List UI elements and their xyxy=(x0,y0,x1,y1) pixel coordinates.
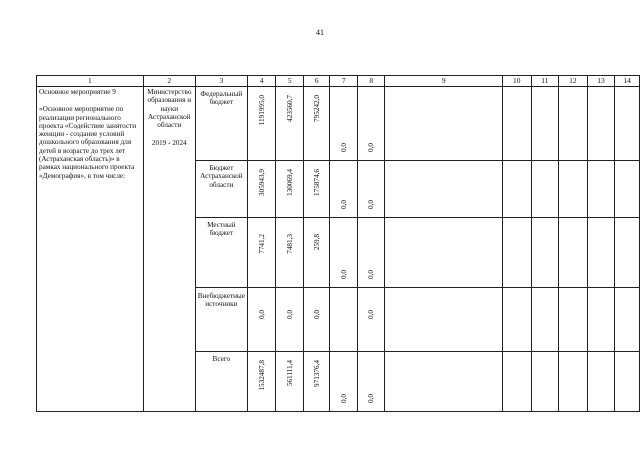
col-header-10: 10 xyxy=(503,76,532,87)
value-cell: 130069,4 xyxy=(285,169,294,196)
col-header-9: 9 xyxy=(385,76,503,87)
col-header-12: 12 xyxy=(559,76,588,87)
col-header-2: 2 xyxy=(143,76,195,87)
value-cell: 0,0 xyxy=(367,270,376,279)
value-cell: 0,0 xyxy=(367,310,376,319)
col-header-8: 8 xyxy=(357,76,385,87)
col-header-14: 14 xyxy=(615,76,640,87)
value-cell: 1532487,8 xyxy=(257,360,266,391)
value-cell: 0,0 xyxy=(367,143,376,152)
col-header-3: 3 xyxy=(195,76,247,87)
value-cell: 561111,4 xyxy=(285,360,294,387)
value-cell: 0,0 xyxy=(339,143,348,152)
source-cell: Всего xyxy=(195,352,247,412)
value-cell: 0,0 xyxy=(367,200,376,209)
value-cell: 0,0 xyxy=(339,270,348,279)
source-cell: Федеральный бюджет xyxy=(195,87,247,161)
source-cell: Внебюджетные источники xyxy=(195,288,247,352)
value-cell: 7741,2 xyxy=(257,234,266,254)
value-cell: 0,0 xyxy=(339,394,348,403)
source-cell: Местный бюджет xyxy=(195,218,247,288)
col-header-5: 5 xyxy=(276,76,304,87)
col-header-13: 13 xyxy=(587,76,615,87)
value-cell: 795242,0 xyxy=(312,95,321,122)
header-row xyxy=(37,76,640,87)
value-cell: 0,0 xyxy=(285,310,294,319)
col-header-6: 6 xyxy=(303,76,330,87)
event-description: «Основное мероприятие по реализации регионального проекта «Содействие занятости женщин - создание условий дошкольного образования для детей в возрасте до трех лет (Астраханская область)» в рамках национального проекта «Демография», в том числе: xyxy=(39,105,137,180)
col-header-11: 11 xyxy=(531,76,559,87)
page-number: 41 xyxy=(316,28,324,37)
value-cell: 0,0 xyxy=(367,394,376,403)
value-cell: 175874,6 xyxy=(312,169,321,196)
event-name-cell xyxy=(37,87,144,412)
col-header-1: 1 xyxy=(37,76,144,87)
value-cell: 0,0 xyxy=(257,310,266,319)
source-cell: Бюджет Астраханской области xyxy=(195,161,247,218)
period: 2019 - 2024 xyxy=(151,139,187,148)
table-row xyxy=(37,87,640,161)
value-cell: 423560,7 xyxy=(285,95,294,122)
value-cell: 0,0 xyxy=(312,310,321,319)
value-cell: 7481,3 xyxy=(285,234,294,254)
executor-name: Министерство образования и науки Астраханской области xyxy=(147,88,192,130)
budget-table xyxy=(36,75,640,412)
value-cell: 971376,4 xyxy=(312,360,321,387)
executor-cell xyxy=(143,87,195,412)
value-cell: 0,0 xyxy=(339,200,348,209)
col-header-7: 7 xyxy=(330,76,358,87)
value-cell: 259,8 xyxy=(312,234,321,251)
value-cell: 305943,9 xyxy=(257,169,266,196)
col-header-4: 4 xyxy=(247,76,275,87)
event-title: Основное мероприятие 9 xyxy=(39,88,116,96)
value-cell: 1191995,0 xyxy=(257,95,266,126)
